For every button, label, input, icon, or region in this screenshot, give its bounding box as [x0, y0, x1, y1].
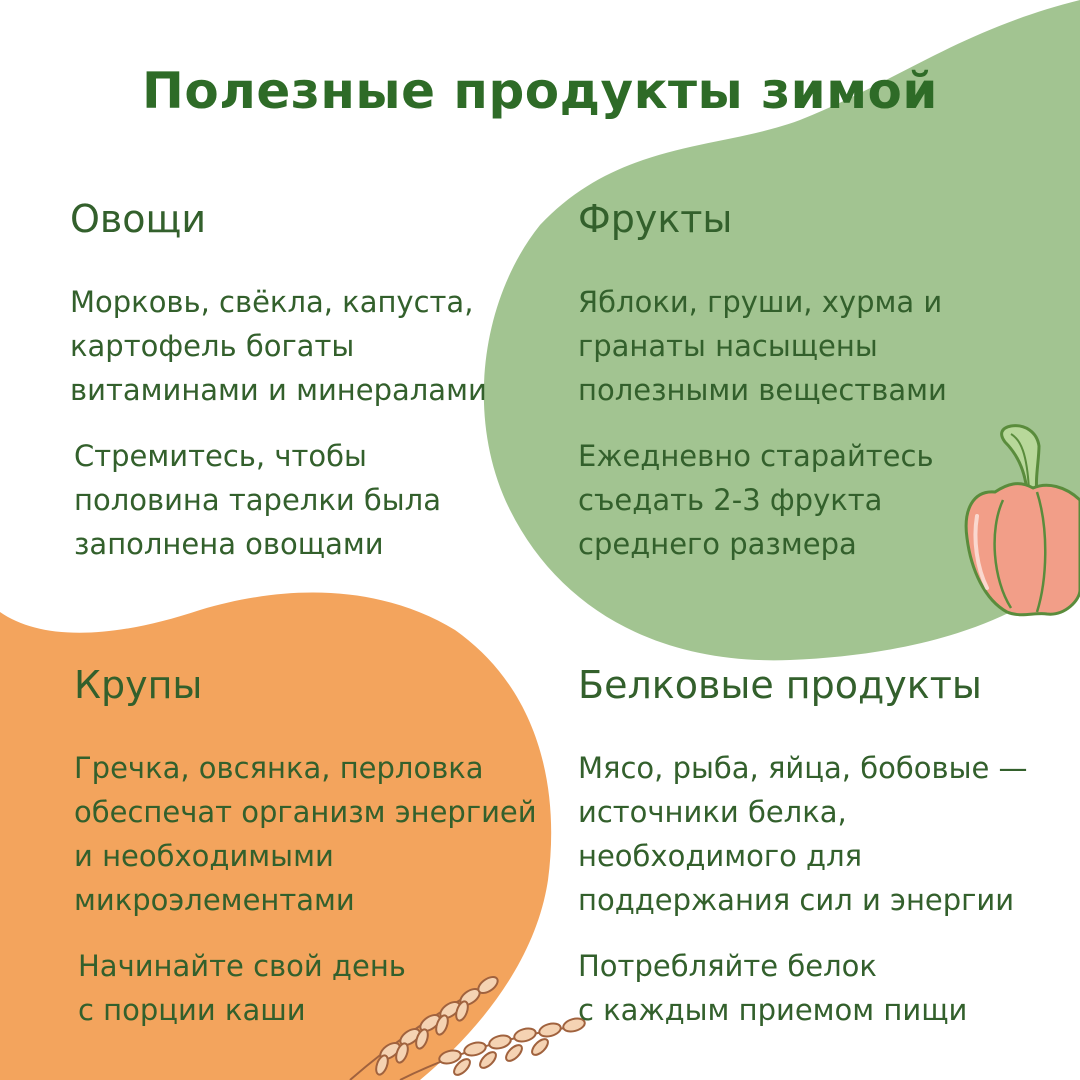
section-fruits: [578, 196, 1048, 588]
section-heading-vegetables: Овощи: [70, 197, 207, 241]
section-protein: [578, 662, 1073, 1054]
section-heading-fruits: Фрукты: [578, 197, 733, 241]
section-heading-grains: Крупы: [74, 663, 203, 707]
page-title: Полезные продукты зимой: [142, 62, 938, 120]
section-tip-protein: Потребляйте белок с каждым приемом пищи: [578, 949, 968, 1027]
section-heading-protein: Белковые продукты: [578, 663, 982, 707]
section-tip-vegetables: Стремитесь, чтобы половина тарелки была заполнена овощами: [74, 439, 441, 561]
section-vegetables: [70, 196, 540, 588]
section-text-vegetables: Морковь, свёкла, капуста, картофель богаты витаминами и минералами: [70, 285, 487, 407]
section-text-fruits: Яблоки, груши, хурма и гранаты насыщены полезными веществами: [578, 285, 947, 407]
section-grains: [74, 662, 564, 1054]
section-tip-grains: Начинайте свой день с порции каши: [78, 949, 406, 1027]
section-text-protein: Мясо, рыба, яйца, бобовые — источники белка, необходимого для поддержания сил и энергии: [578, 751, 1028, 917]
section-text-grains: Гречка, овсянка, перловка обеспечат организм энергией и необходимыми микроэлементами: [74, 751, 537, 917]
section-tip-fruits: Ежедневно старайтесь съедать 2-3 фрукта среднего размера: [578, 439, 934, 561]
